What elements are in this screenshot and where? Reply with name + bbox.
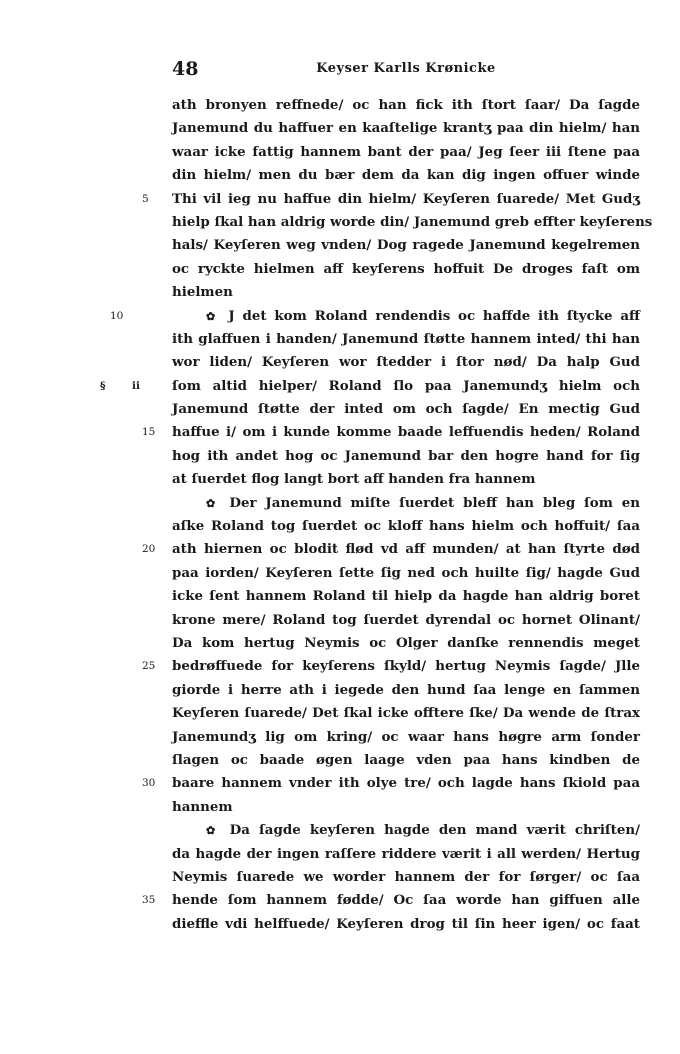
text-line: hielmen — [172, 284, 233, 301]
page-header — [172, 58, 640, 84]
text-line: Da kom hertug Neymis oc Olger danſke rennendis meget — [172, 634, 640, 651]
text-line: icke ſent hannem Roland til hielp da hagde han aldrig boret — [172, 588, 640, 605]
text-line: wor liden/ Keyſeren wor ſtedder i ſtor nød/ Da halp Gud — [172, 354, 640, 371]
paragraph-start-line: 10 ✿ J det kom Roland rendendis oc haffde ith ſtycke aff — [0, 305, 640, 328]
text-line: aſke Roland tog ſuerdet oc kloff hans hielm och hoffuit/ ſaa — [172, 518, 640, 535]
running-title: Keyser Karlls Krønicke — [316, 61, 496, 76]
text-line: krone mere/ Roland tog ſuerdet dyrendal oc hornet Olinant/ — [172, 611, 640, 628]
text-line: Janemund ſtøtte der inted om och ſagde/ En mectig Gud — [172, 401, 640, 418]
paragraph-mark-icon: ✿ — [206, 824, 220, 838]
text-line: 35 hende ſom hannem fødde/ Oc ſaa worde han giffuen alle — [0, 889, 640, 912]
text-line: ſlagen oc baade øgen laage vden paa hans kindben de — [172, 751, 640, 768]
line-number: 20 — [142, 543, 156, 556]
text-line: Janemund du haffuer en kaaſtelige krantʒ paa din hielm/ han — [172, 120, 640, 137]
line-number: 5 — [142, 192, 149, 205]
line-number: 25 — [142, 660, 156, 673]
paragraph-mark-icon: ✿ — [206, 496, 220, 510]
text-line: 30 baare hannem vnder ith olye tre/ och lagde hans ſkiold paa — [0, 772, 640, 795]
text-line: at ſuerdet flog langt bort aff handen fra hannem — [172, 471, 536, 488]
text-line: 5 Thi vil ieg nu haffue din hielm/ Keyſeren ſuarede/ Met Gudʒ — [0, 188, 640, 211]
paragraph-start-line: ✿ Der Janemund miſte ſuerdet bleff han bleg ſom en — [206, 494, 641, 511]
line-number: 15 — [142, 426, 156, 439]
text-line: hannem — [172, 798, 233, 815]
text-line: oc ryckte hielmen aff keyſerens hoffuit De droges faſt om — [172, 260, 640, 277]
text-line: da hagde der ingen raſſere riddere værit i all werden/ Hertug — [172, 845, 640, 862]
text-line: § ii ſom altid hielper/ Roland ſlo paa Janemundʒ hielm och — [0, 375, 640, 398]
text-line: ath bronyen reffnede/ oc han fick ith ſtort ſaar/ Da ſagde — [172, 97, 640, 113]
line-number: 10 — [110, 309, 124, 322]
text-line: hog ith andet hog oc Janemund bar den hogre hand for ſig — [172, 447, 640, 464]
text-line: hielp ſkal han aldrig worde din/ Janemund greb effter keyſerens — [172, 213, 653, 230]
text-line: 15 haffue i/ om i kunde komme baade leffuendis heden/ Roland — [0, 421, 640, 444]
text-line: dieffle vdi helffuede/ Keyſeren drog til ſin heer igen/ oc faat — [172, 915, 640, 932]
text-line: Neymis ſuarede we worder hannem der for ſørger/ oc ſaa — [172, 868, 640, 885]
line-number: 35 — [142, 894, 156, 907]
text-block — [0, 94, 680, 936]
text-line: paa iorden/ Keyſeren ſette ſig ned och huilte ſig/ hagde Gud — [172, 564, 640, 581]
paragraph-mark-icon: ✿ — [206, 309, 219, 323]
folio-sidenote: § ii — [100, 379, 140, 392]
text-line: din hielm/ men du bær dem da kan dig ingen offuer winde — [172, 167, 640, 184]
text-line: hals/ Keyſeren weg vnden/ Dog ragede Janemund kegelremen — [172, 237, 640, 254]
paragraph-start-line: ✿ Da ſagde keyſeren hagde den mand værit chriſten/ — [206, 822, 640, 839]
text-line: waar icke fattig hannem bant der paa/ Jeg ſeer iii ſtene paa — [172, 143, 640, 160]
text-line: giorde i herre ath i iegede den hund ſaa lenge en ſammen — [172, 681, 640, 698]
text-line: Keyſeren ſuarede/ Det ſkal icke offtere ſke/ Da wende de ſtrax — [172, 705, 640, 722]
page-number: 48 — [172, 58, 199, 80]
text-line: 25 bedrøffuede for keyſerens ſkyld/ hertug Neymis ſagde/ Jlle — [0, 655, 640, 678]
text-line: Janemundʒ lig om kring/ oc waar hans høgre arm ſonder — [172, 728, 640, 745]
line-number: 30 — [142, 777, 156, 790]
text-line: 20 ath hiernen oc blodit flød vd aff munden/ at han ſtyrte død — [0, 538, 640, 561]
text-line: ith glaffuen i handen/ Janemund ſtøtte hannem inted/ thi han — [172, 330, 640, 347]
